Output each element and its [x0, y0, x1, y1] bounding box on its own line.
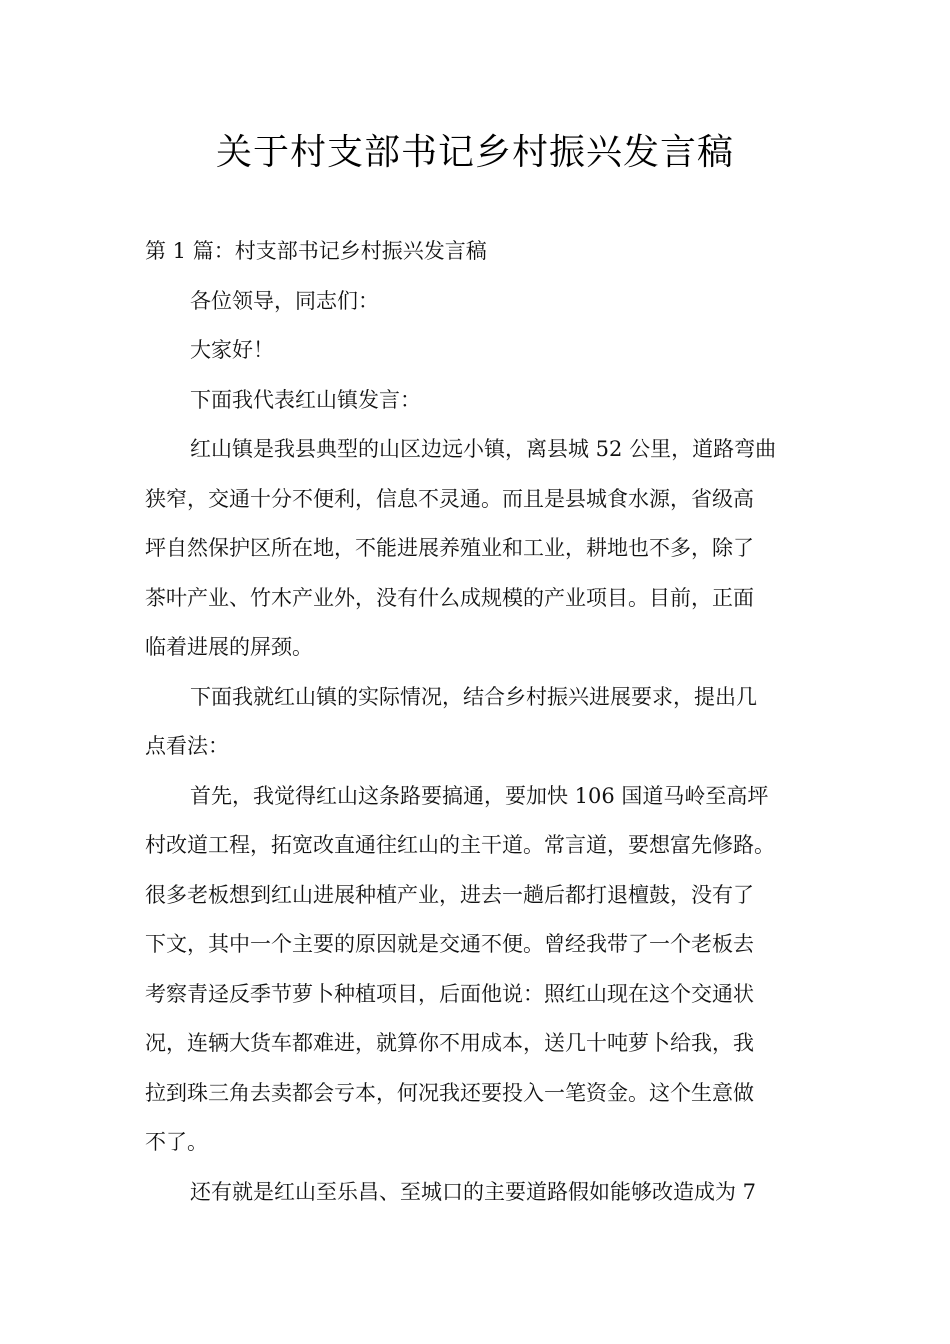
text-line: 大家好！	[190, 338, 274, 362]
text-line: 坪自然保护区所在地，不能进展养殖业和工业，耕地也不多，除了	[145, 536, 754, 560]
text-line: 况，连辆大货车都难进，就算你不用成本，送几十吨萝卜给我，我	[145, 1031, 754, 1055]
text-line: 不了。	[145, 1130, 208, 1154]
text-line: 很多老板想到红山进展种植产业，进去一趟后都打退檀鼓，没有了	[145, 882, 754, 907]
text-line: 拉到珠三角去卖都会亏本，何况我还要投入一笔资金。这个生意做	[145, 1080, 754, 1105]
text-line: 首先，我觉得红山这条路要搞通，要加快 106 国道马岭至高坪	[190, 783, 769, 808]
document-body	[145, 227, 817, 1217]
text-line: 下文，其中一个主要的原因就是交通不便。曾经我带了一个老板去	[145, 932, 754, 956]
text-line: 下面我就红山镇的实际情况，结合乡村振兴进展要求，提出几	[190, 684, 757, 709]
document-title: 关于村支部书记乡村振兴发言稿	[215, 132, 734, 173]
text-line: 各位领导，同志们：	[190, 288, 379, 313]
text-line: 红山镇是我县典型的山区边远小镇，离县城 52 公里，道路弯曲	[190, 437, 777, 461]
text-line: 还有就是红山至乐昌、至城口的主要道路假如能够改造成为 7	[190, 1179, 757, 1204]
text-line: 村改道工程，拓宽改直通往红山的主干道。常言道，要想富先修路。	[145, 833, 775, 857]
text-line: 茶叶产业、竹木产业外，没有什么成规模的产业项目。目前，正面	[145, 585, 754, 610]
text-line: 下面我代表红山镇发言：	[190, 387, 421, 412]
text-line: 第 1 篇：村支部书记乡村振兴发言稿	[145, 239, 487, 263]
text-line: 狭窄，交通十分不便利，信息不灵通。而且是县城食水源，省级高	[145, 486, 754, 511]
text-line: 考察青迳反季节萝卜种植项目，后面他说：照红山现在这个交通状	[145, 981, 754, 1006]
text-line: 点看法：	[145, 734, 229, 758]
text-line: 临着进展的屏颈。	[145, 635, 313, 659]
